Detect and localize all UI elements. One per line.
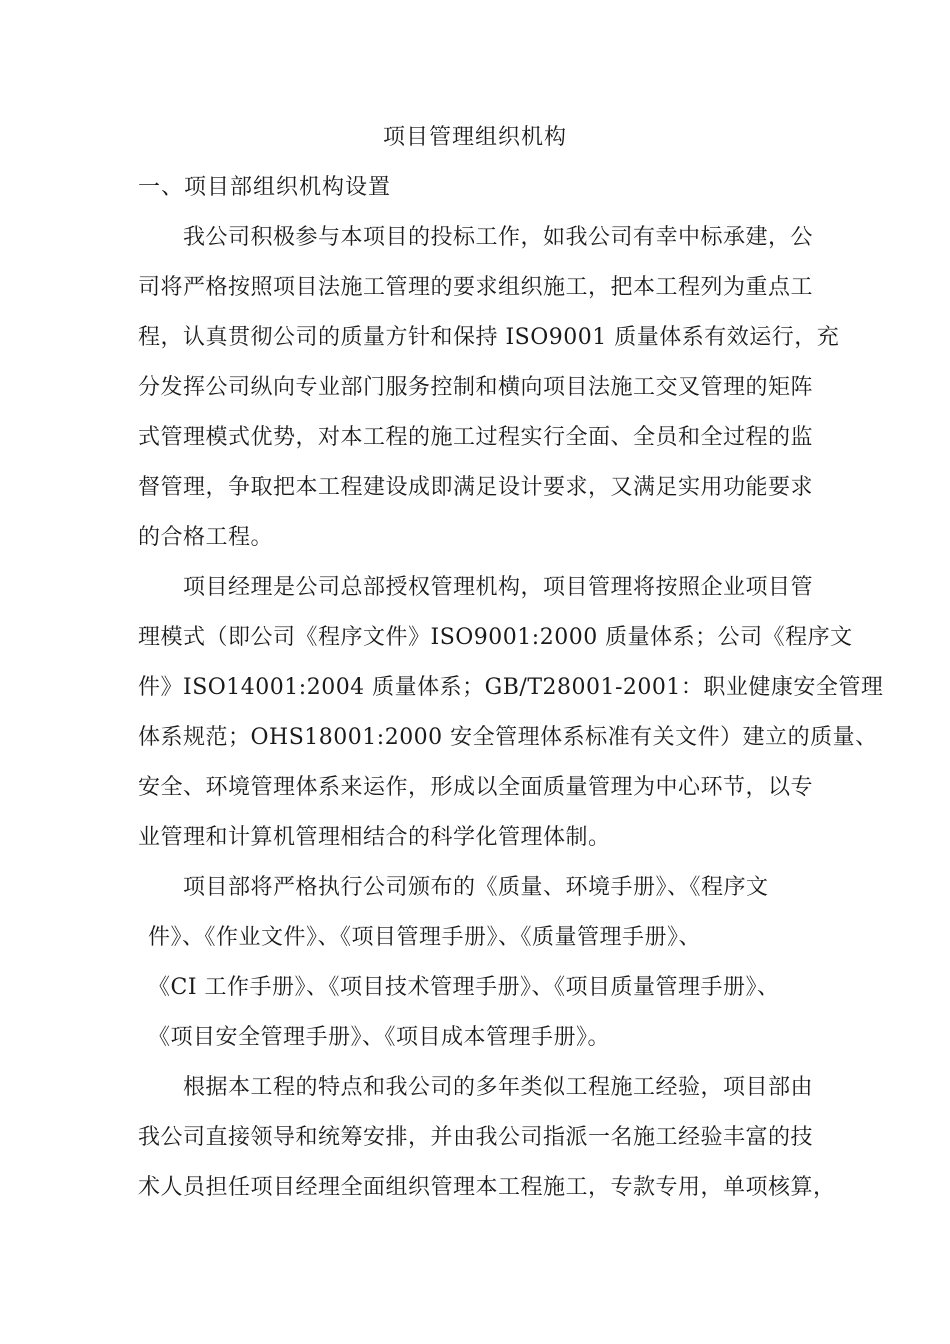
paragraph-1-line-3: 程，认真贯彻公司的质量方针和保持 ISO9001 质量体系有效运行，充 [138, 325, 840, 350]
paragraph-1-line-2: 司将严格按照项目法施工管理的要求组织施工，把本工程列为重点工 [138, 275, 814, 300]
paragraph-3-line-4: 《项目安全管理手册》、《项目成本管理手册》。 [148, 1025, 611, 1050]
paragraph-4-line-2: 我公司直接领导和统筹安排，并由我公司指派一名施工经验丰富的技 [138, 1125, 814, 1150]
paragraph-1-line-4: 分发挥公司纵向专业部门服务控制和横向项目法施工交叉管理的矩阵 [138, 375, 814, 400]
paragraph-2-line-2: 理模式（即公司《程序文件》ISO9001:2000 质量体系；公司《程序文 [138, 625, 853, 650]
paragraph-2-line-4: 体系规范；OHS18001:2000 安全管理体系标准有关文件）建立的质量、 [138, 725, 878, 750]
paragraph-2-line-6: 业管理和计算机管理相结合的科学化管理体制。 [138, 825, 611, 850]
paragraph-1-line-5: 式管理模式优势，对本工程的施工过程实行全面、全员和全过程的监 [138, 425, 814, 450]
page-title: 项目管理组织机构 [382, 125, 567, 150]
paragraph-1-line-7: 的合格工程。 [138, 525, 274, 550]
paragraph-2-line-3: 件》ISO14001:2004 质量体系；GB/T28001-2001：职业健康安全管理 [138, 675, 884, 700]
paragraph-2-line-1: 项目经理是公司总部授权管理机构，项目管理将按照企业项目管 [183, 575, 814, 600]
paragraph-1-line-6: 督管理，争取把本工程建设成即满足设计要求，又满足实用功能要求 [138, 475, 814, 500]
paragraph-3-line-1: 项目部将严格执行公司颁布的《质量、环境手册》、《程序文 [183, 875, 769, 900]
paragraph-3-line-2: 件》、《作业文件》、《项目管理手册》、《质量管理手册》、 [148, 925, 702, 950]
section-heading: 一、项目部组织机构设置 [138, 175, 392, 200]
paragraph-1-line-1: 我公司积极参与本项目的投标工作，如我公司有幸中标承建，公 [183, 225, 814, 250]
paragraph-2-line-5: 安全、环境管理体系来运作，形成以全面质量管理为中心环节，以专 [138, 775, 814, 800]
paragraph-4-line-1: 根据本工程的特点和我公司的多年类似工程施工经验，项目部由 [183, 1075, 814, 1100]
paragraph-3-line-3: 《CI 工作手册》、《项目技术管理手册》、《项目质量管理手册》、 [148, 975, 780, 1000]
paragraph-4-line-3: 术人员担任项目经理全面组织管理本工程施工，专款专用，单项核算， [138, 1175, 836, 1200]
